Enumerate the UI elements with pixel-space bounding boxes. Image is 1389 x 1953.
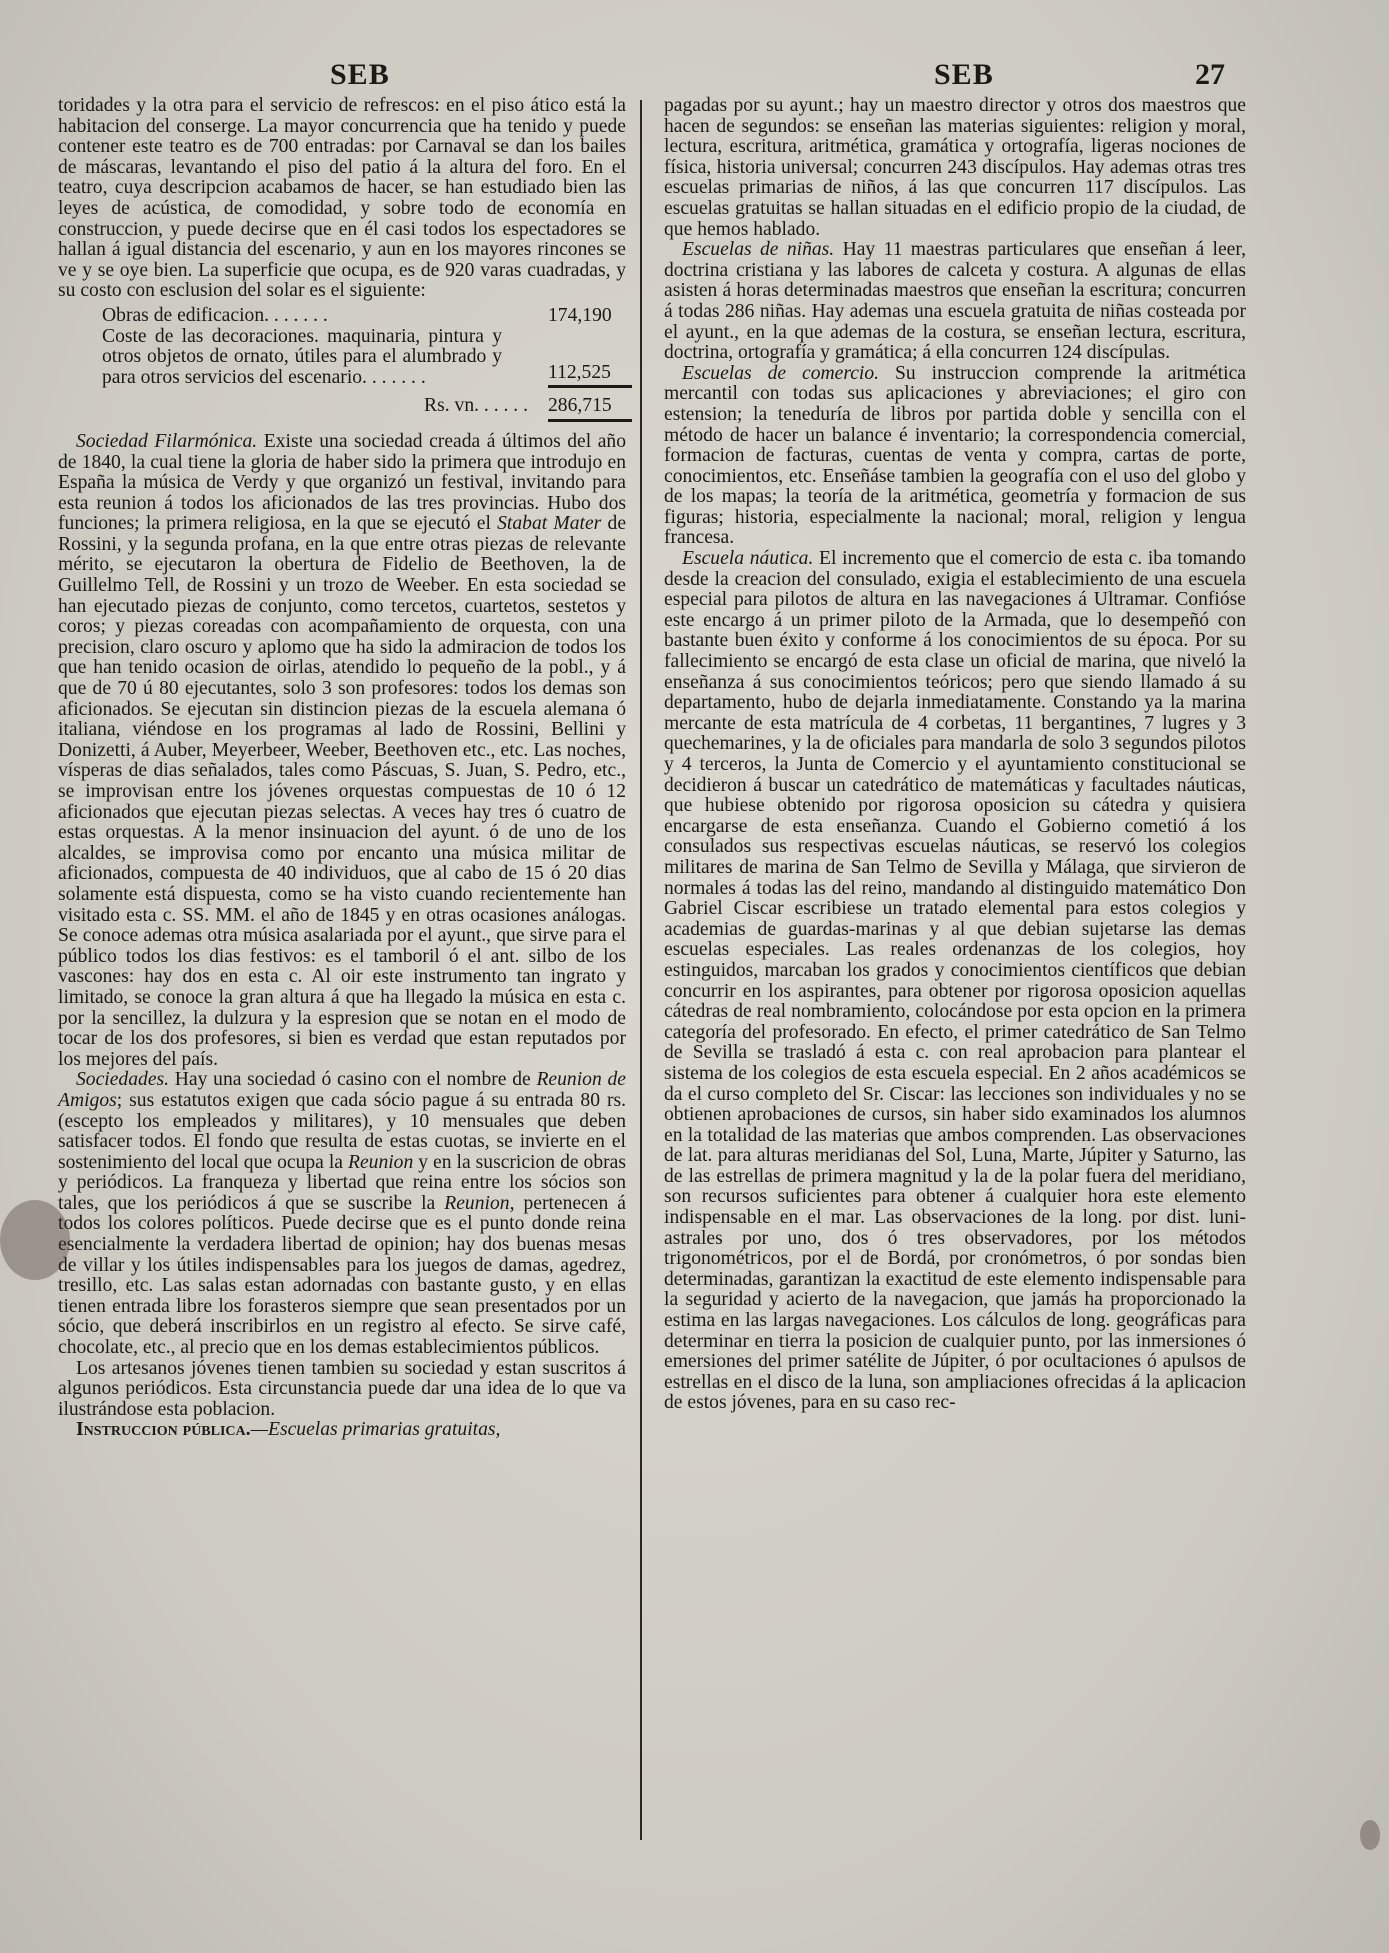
paper-stain	[1360, 1820, 1380, 1850]
nautica-paragraph	[664, 549, 1246, 1414]
cost-row-edificacion	[102, 306, 632, 327]
right-column	[664, 96, 1246, 1414]
artesanos-paragraph: Los artesanos jóvenes tienen tambien su sociedad y estan suscritos á algunos periódicos. Esta circunstancia puede dar una idea de lo que va ilustrándose esta poblacion.	[58, 1357, 626, 1420]
section-title: Escuelas de comercio.	[682, 362, 880, 384]
paragraph-text: Hay 11 maestras particulares que enseñan á leer, doctrina cristiana y las labores de calceta y costura. A algunas de ellas asisten á horas determinadas maestros que enseñan la escritura; concurren á todas 286 niñas. Hay ademas una escuela gratuita de niñas costeada por el ayunt., en la que ademas de la costura, se enseñan lectura, escritura, doctrina, ortografía y gramática; á ella concurren 124 discípulas.	[664, 239, 1246, 364]
cost-value: 174,190	[548, 304, 612, 326]
theatre-paragraph: toridades y la otra para el servicio de refrescos: en el piso ático está la habitacion del conserge. La mayor concurrencia que ha tenido y puede contener este teatro es de 700 entradas: por Carnaval se dan los bailes de máscaras, levantando el piso del patio á la altura del foro. En el teatro, cuya descripcion acabamos de hacer, se han estudiado bien las leyes de acústica, de comodidad, y sobre todo de economía en construccion, y puede decirse que en él casi todos los espectadores se hallan á igual distancia del escenario, y aun en los mayores rincones se ve y se oye bien. La superficie que ocupa, es de 920 varas cuadradas, y su costo con esclusion del solar es el siguiente:	[58, 95, 626, 302]
instruccion-heading	[58, 1420, 626, 1441]
cost-row-decoraciones	[102, 327, 632, 389]
cost-total-value: 286,715	[548, 396, 632, 422]
society-name: Reunion	[444, 1192, 510, 1214]
paragraph-text: , pertenecen á todos los colores políticos. Puede decirse que es el punto donde reina esencialmente la verdadera libertad de opinion; hay dos buenas mesas de villar y los útiles indispensables para los juegos de damas, agedrez, tresillo, etc. Las salas estan adornadas con bastante gusto, y en ellas tienen entrada libre los forasteros siempre que sean presentados por un sócio, que deberá inscribirlos en un registro al efecto. Se sirve café, chocolate, etc., al precio que en los demas establecimientos públicos.	[58, 1192, 627, 1359]
paragraph-text: Su instruccion comprende la aritmética mercantil con todas sus aplicaciones y abreviaciones; el giro con estension; la teneduría de libros por partida doble y sencilla con el método de hacer un balance é inventario; la correspondencia comercial, formacion de facturas, cuentas de venta y compra, cartas de porte, conocimientos, etc. Enseñáse tambien la geografía con el uso del globo y de los mapas; la teoría de la aritmética, geometría y formacion de sus figuras; historia, especialmente la nacional; moral, religion y lengua francesa.	[664, 362, 1246, 549]
paragraph-text: El incremento que el comercio de esta c. iba tomando desde la creacion del consulado, exigia el establecimiento de una escuela especial para pilotos de altura en las navegaciones á Ultramar. Confióse este encargo á un primer piloto de la Armada, que lo desempeñó con bastante buen éxito y conforme á los conocimientos de su época. Por su fallecimiento se encargó de esta clase un oficial de marina, que niveló la enseñanza á sus conocimientos teóricos; pero que siendo llamado á su departamento, hubo de dejarla inmediatamente. Constando ya la marina mercante de esta matrícula de 4 corbetas, 11 bergantines, 7 lugres y 3 quechemarines, y la de oficiales para mandarla de solo 3 segundos pilotos y 4 terceros, la Junta de Comercio y el ayuntamiento constitucional se decidieron á buscar un catedrático de matemáticas y facultades náuticas, que hubiese obtenido por rigorosa oposicion su cátedra y quisiera encargarse de esta enseñanza. Cuando el Gobierno cometió á los consulados sus respectivas escuelas náuticas, se reservó los colegios militares de marina de San Telmo de Sevilla y Málaga, que sirvieron de normales á todas las del reino, mandando al distinguido matemático Don Gabriel Ciscar escribiese un tratado elemental para estos colegios y academias de guardas-marinas y al que debian sujetarse las demas escuelas especiales. Las reales ordenanzas de los colegios, hoy estinguidos, marcaban los grados y conocimientos científicos que debian concurrir en los aspirantes, para obtener por rigorosa oposicion aquellas cátedras de real nombramiento, colocándose por esta opcion en la primera categoría del profesorado. En efecto, el primer catedrático de San Telmo de Sevilla se trasladó á esta c. con real aprobacion para plantear el sistema de los colegios de esta escuela especial. En 2 años académicos se da el curso completo del Sr. Ciscar: las lecciones son individuales y no se obtienen aprobaciones de cursos, sin haber sido examinados los alumnos en la totalidad de las materias que ambos comprenden. Las observaciones de lat. para alturas meridianas del Sol, Luna, Marte, Júpiter y Saturno, las de las estrellas de primera magnitud y la de la polar fuera del meridiano, son recursos suficientes para obtener á cualquier hora este elemento indispensable en el mar. Las observaciones de la long. por dist. luni-astrales por uno, dos ó tres observadores, por los métodos trigonométricos, por el de Bordá, por cronómetros, ó por sondas bien determinadas, garantizan la exactitud de este elemento indispensable para la seguridad y acierto de la navegacion, que jamás ha proporcionado la estima en las largas navegaciones. Los cálculos de long. geográficas para determinar en tierra la posicion de cualquier punto, por las inmersiones ó emersiones del primer satélite de Júpiter, ó por ocultaciones ó apulsos de estrellas en el disco de la luna, son ampliaciones ofrecidas á la aplicacion de estos jóvenes, para en su caso rec-	[664, 548, 1247, 1414]
cost-value: 112,525	[548, 363, 632, 389]
sociedades-paragraph	[58, 1070, 626, 1358]
comercio-paragraph	[664, 364, 1246, 549]
section-heading: Instruccion pública.	[76, 1419, 251, 1441]
filarmonica-paragraph	[58, 432, 626, 1070]
paragraph-text: Existe una sociedad creada á últimos del año de 1840, la cual tiene la gloria de haber sido la primera que introdujo en España la música de Verdy y que organizó un festival, invitando para esta reunion á todos los aficionados de las tres provincias. Hubo dos funciones; la primera religiosa, en la que se ejecutó el	[58, 430, 627, 535]
paragraph-text: de Rossini, y la segunda profana, en la que entre otras piezas de relevante mérito, se ejecutaron la obertura de Fidelio de Beethoven, la de Guillelmo Tell, de Rossini y un trozo de Weeber. En esta sociedad se han ejecutado piezas de conjunto, como tercetos, cuartetos, sestetos y coros; y piezas coreadas con acompañamiento de orquesta, con una precision, claro oscuro y aplomo que ha sido la admiracion de todos los que han tenido ocasion de oirlas, atendido lo pequeño de la pobl., y á que de 70 ú 80 ejecutantes, solo 3 son profesores: todos los demas son aficionados. Se ejecutan sin distincion piezas de la escuela alemana ó italiana, viéndose en los programas al lado de Rossini, Bellini y Donizetti, á Auber, Meyerbeer, Weeber, Beethoven etc., etc. Las noches, vísperas de dias señalados, tales como Páscuas, S. Juan, S. Pedro, etc., se improvisan entre los jóvenes orquestas compuestas de 10 ó 12 aficionados que ejecutan piezas selectas. A veces hay tres ó cuatro de estas orquestas. A la menor insinuacion del ayunt. ó de uno de los alcaldes, se improvisa como por encanto una música militar de aficionados, compuesta de 40 individuos, que al cabo de 15 ó 20 dias solamente está dispuesta, como se ha visto cuando recientemente han visitado esta c. SS. MM. el año de 1845 y en otras ocasiones análogas. Se conoce ademas otra música asalariada por el ayunt., que sirve para el público todos los dias festivos: es el tamboril ó el ant. silbo de los vascones: hay dos en esta c. Al oir este instrumento tan ingrato y limitado, se conoce la gran altura á que ha llegado la música en esta c. por la sencillez, la dulzura y la espresion que se notan en el modo de tocar de los dos profesores, si bien es verdad que estan reputados por los mejores del país.	[58, 513, 627, 1070]
paper-stain	[0, 1200, 70, 1280]
section-title: Sociedades.	[76, 1069, 170, 1091]
header-left-word: SEB	[330, 58, 390, 91]
section-title: Sociedad Filarmónica.	[76, 430, 258, 452]
section-title: Escuela náutica.	[682, 548, 814, 570]
cost-total-label: Rs. vn. . . . . .	[424, 395, 528, 417]
paragraph-text: y en la suscricion de obras y periódicos. La franqueza y libertad que reina entre los sócios son tales, que los periódicos á que se suscribe la	[58, 1151, 626, 1214]
escuelas-primarias-paragraph: pagadas por su ayunt.; hay un maestro director y otros dos maestros que hacen de segundos: se enseñan las materias siguientes: religion y moral, lectura, escritura, aritmética, gramática y ortografía, ligeras nociones de física, historia universal; concurren 243 discípulos. Hay ademas otras tres escuelas primarias de niños, á las que concurren 117 discípulos. Las escuelas gratuitas se hallan situadas en el edificio propio de la ciudad, de que hemos hablado.	[664, 95, 1246, 240]
cost-table	[102, 306, 632, 422]
page-number: 27	[1195, 58, 1225, 91]
cost-label: Obras de edificacion. . . . . . .	[102, 304, 328, 326]
section-title: Escuelas de niñas.	[682, 239, 835, 261]
column-divider	[640, 100, 642, 1840]
cost-label: Coste de las decoraciones. maquinaria, pintura y otros objetos de ornato, útiles para el alumbrado y para otros servicios del escenario. . . . . . .	[102, 325, 502, 388]
society-name: Reunion	[347, 1151, 414, 1173]
paragraph-text: ; sus estatutos exigen que cada sócio pague á su entrada 80 rs. (escepto los empleados y militares), y 10 mensuales que deben satisfacer todos. El fondo que resulta de estas cuotas, se invierte en el sostenimiento del local que ocupa la	[58, 1089, 626, 1173]
cost-total-row	[102, 396, 632, 422]
section-subheading: —Escuelas primarias gratuitas,	[250, 1419, 501, 1441]
left-column	[58, 96, 626, 1441]
header-right-word: SEB	[934, 58, 994, 91]
paragraph-text: Hay una sociedad ó casino con el nombre de	[174, 1069, 531, 1091]
society-name: Reunion de Amigos	[58, 1069, 626, 1111]
page-header	[0, 58, 1389, 98]
ninas-paragraph	[664, 240, 1246, 364]
work-title: Stabat Mater	[497, 513, 602, 535]
